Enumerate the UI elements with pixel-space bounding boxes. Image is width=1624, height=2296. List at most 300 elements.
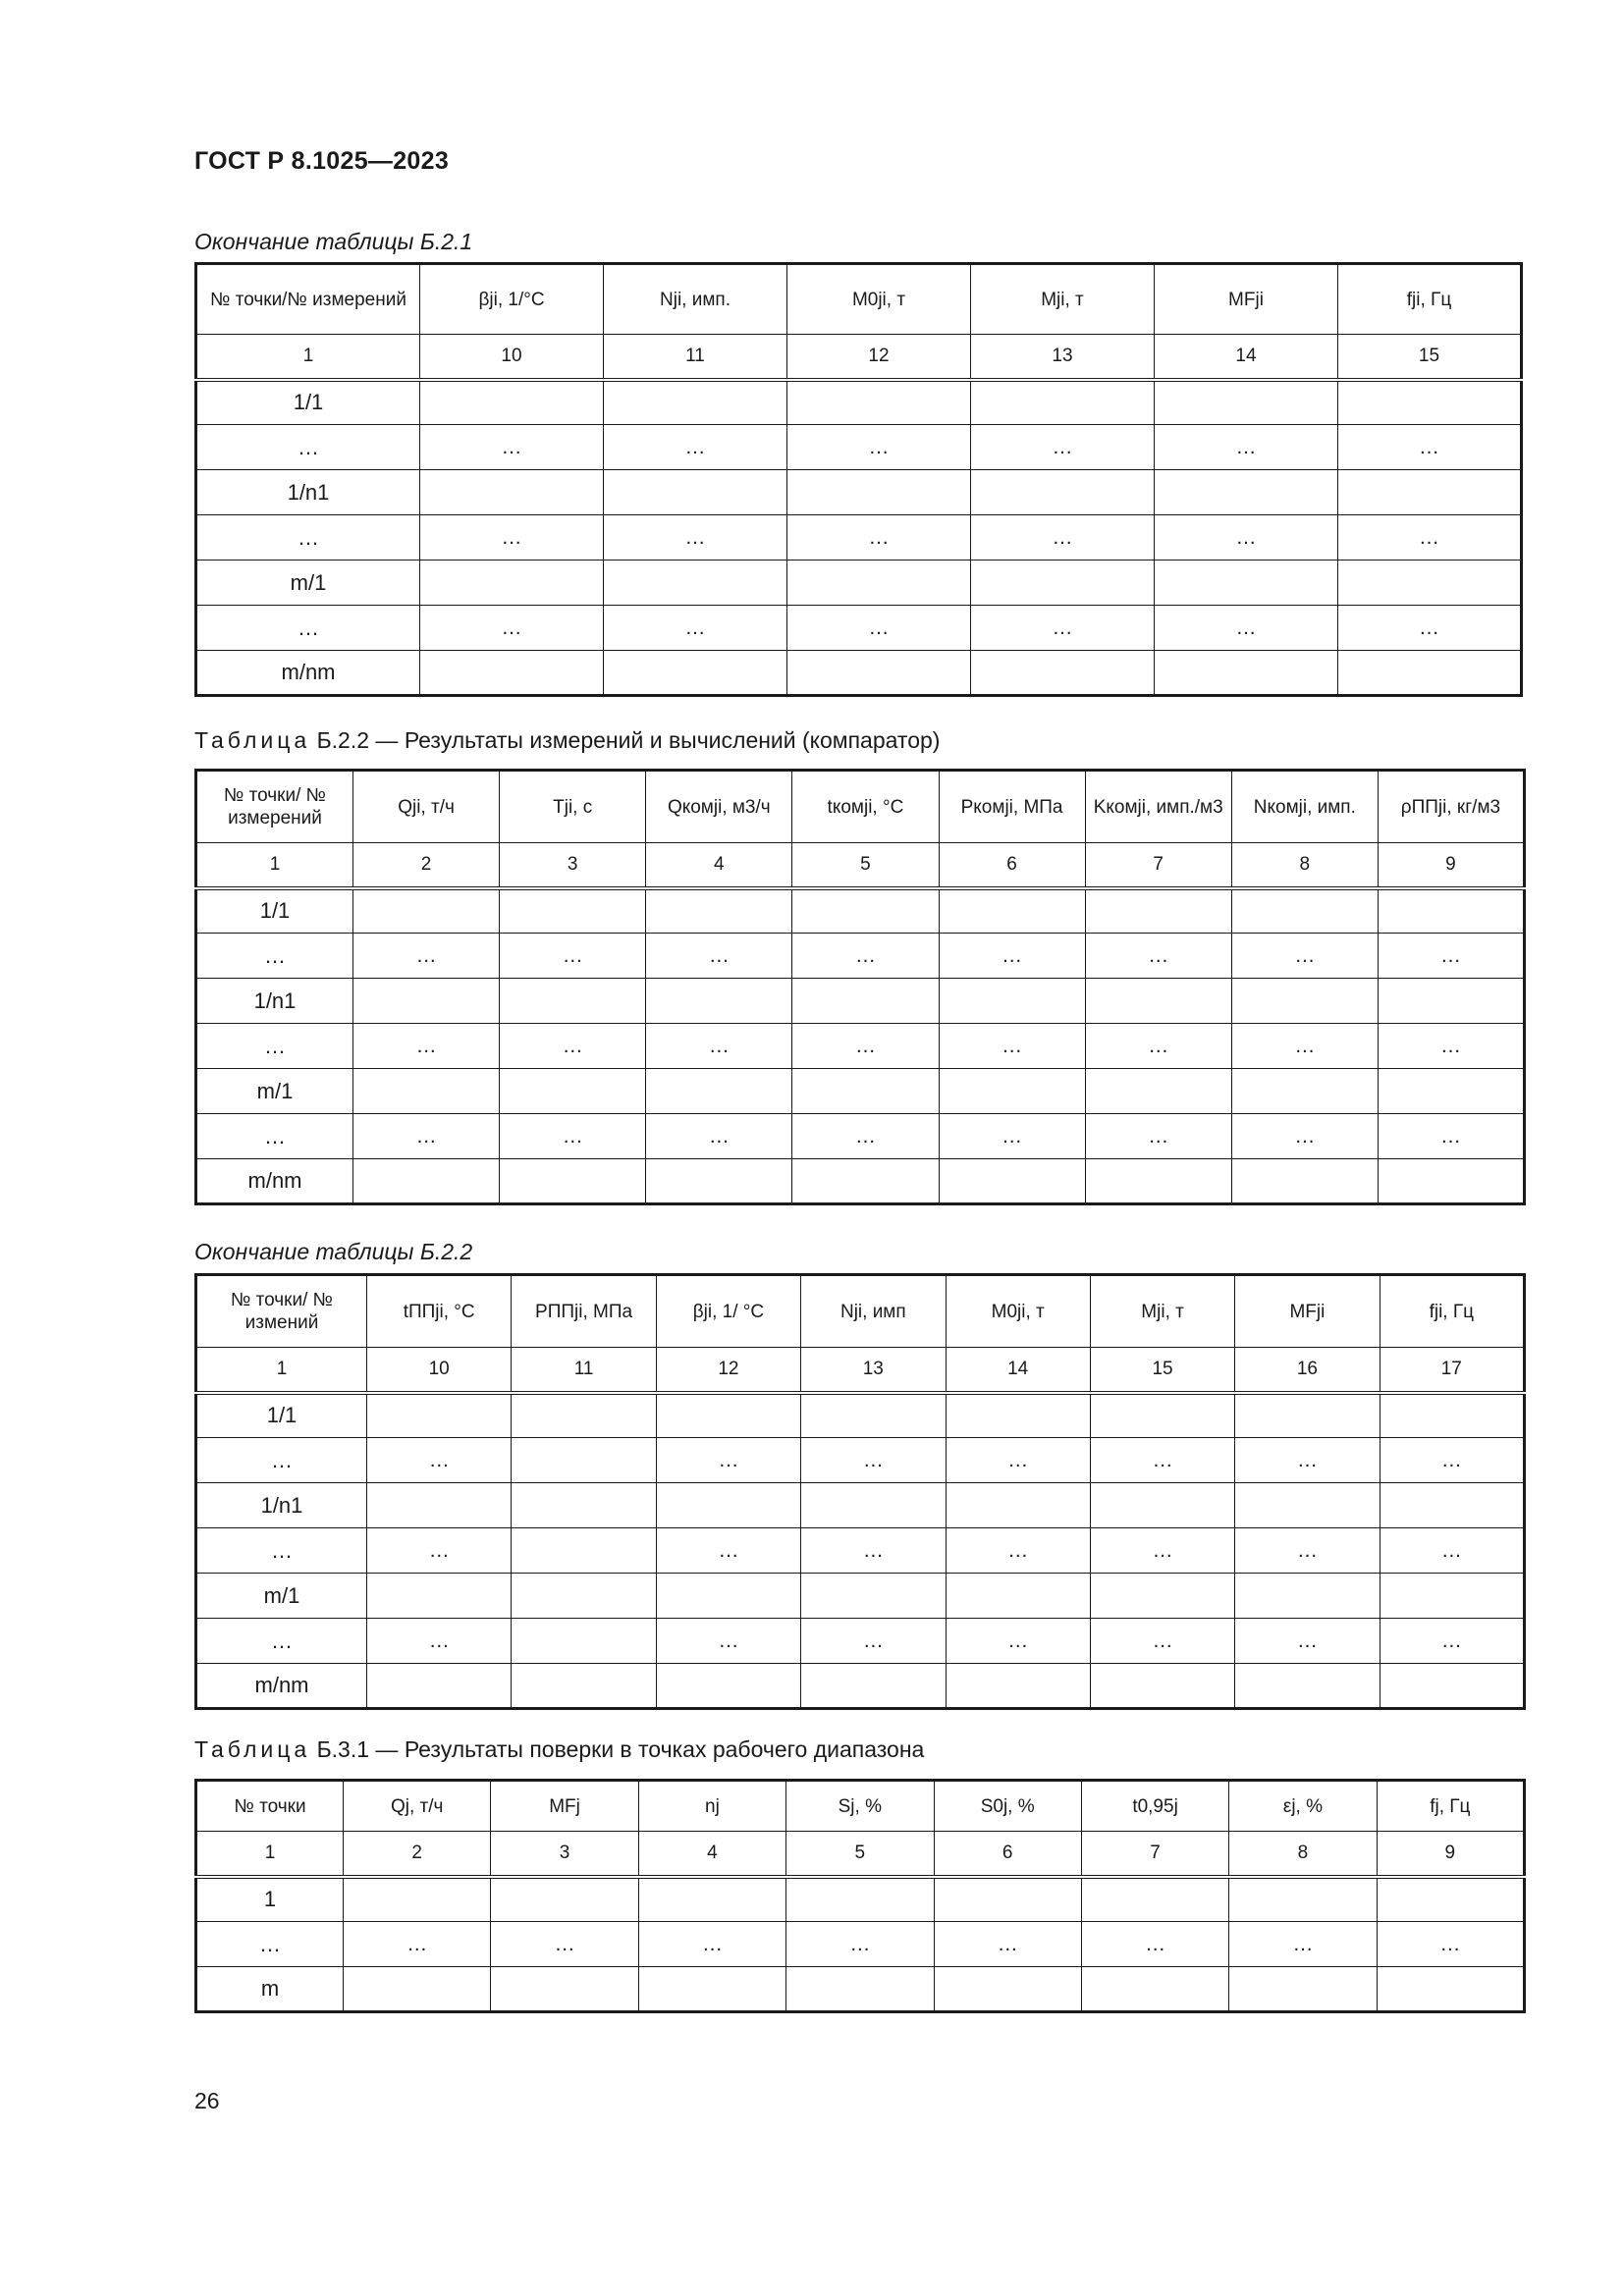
table-cell: …	[196, 1922, 344, 1967]
table-cell: …	[353, 1024, 500, 1069]
table-cell	[1155, 651, 1338, 696]
table-cell	[971, 561, 1155, 606]
table-row	[196, 1114, 1525, 1159]
column-number: 6	[939, 843, 1085, 888]
page-number: 26	[194, 2088, 220, 2113]
table-row	[196, 979, 1525, 1024]
table-cell: …	[1380, 1438, 1524, 1483]
header-symbol: Nji, имп.	[660, 289, 731, 310]
table-cell	[787, 651, 971, 696]
header-symbol: βji, 1/°C	[478, 289, 545, 310]
table-cell	[367, 1574, 512, 1619]
table-cell: …	[801, 1619, 946, 1664]
table-cell	[1338, 651, 1522, 696]
table-cell	[512, 1574, 656, 1619]
header-cell-kkom: Kкомji, имп./м3	[1085, 771, 1231, 843]
table-cell: …	[1377, 1922, 1524, 1967]
table-cell	[1377, 1877, 1524, 1922]
table-b22-continuation-caption: Окончание таблицы Б.2.2	[194, 1239, 473, 1264]
table-cell	[787, 561, 971, 606]
header-cell-ppp: PППji, МПа	[512, 1275, 656, 1348]
table-cell	[792, 888, 939, 934]
header-cell-point: № точки/ № измений	[196, 1275, 367, 1348]
column-number: 2	[353, 843, 500, 888]
table-cell: …	[792, 1114, 939, 1159]
table-b22	[194, 769, 1526, 1205]
column-number-row	[196, 1832, 1525, 1877]
table-cell	[971, 470, 1155, 515]
table-cell	[1155, 470, 1338, 515]
table-cell	[1155, 380, 1338, 425]
table-cell	[934, 1877, 1081, 1922]
table-cell	[646, 1069, 792, 1114]
table-row	[196, 1024, 1525, 1069]
table-cell: …	[353, 934, 500, 979]
header-cell-f: fj, Гц	[1377, 1781, 1524, 1832]
table-cell: …	[196, 1024, 353, 1069]
header-cell-t095: t0,95j	[1081, 1781, 1228, 1832]
table-row	[196, 1877, 1525, 1922]
table-cell: 1/1	[196, 380, 420, 425]
table-cell	[353, 888, 500, 934]
table-cell: …	[420, 515, 604, 561]
table-cell	[512, 1619, 656, 1664]
table-cell	[1378, 888, 1524, 934]
column-number: 9	[1378, 843, 1524, 888]
table-cell: …	[656, 1619, 800, 1664]
table-cell	[792, 979, 939, 1024]
table-row	[196, 1528, 1525, 1574]
table-cell	[367, 1483, 512, 1528]
table-cell	[801, 1574, 946, 1619]
table-cell: m/nm	[196, 651, 420, 696]
table-cell: …	[196, 934, 353, 979]
table-cell: …	[1090, 1438, 1234, 1483]
table-cell	[512, 1664, 656, 1709]
table-cell: …	[786, 1922, 934, 1967]
table-cell: …	[1090, 1619, 1234, 1664]
column-number: 8	[1229, 1832, 1377, 1877]
table-cell	[656, 1483, 800, 1528]
table-row	[196, 515, 1522, 561]
table-cell: …	[1081, 1922, 1228, 1967]
table-row	[196, 888, 1525, 934]
header-cell-mf: MFj	[491, 1781, 638, 1832]
table-cell	[500, 888, 646, 934]
caption-text: Б.2.2 — Результаты измерений и вычислений (компаратор)	[310, 727, 941, 753]
table-row	[196, 1483, 1525, 1528]
column-number: 17	[1380, 1348, 1524, 1393]
table-cell	[792, 1069, 939, 1114]
table-cell	[1338, 470, 1522, 515]
table-cell	[934, 1967, 1081, 2012]
table-cell: …	[367, 1438, 512, 1483]
header-cell-n: Nji, имп	[801, 1275, 946, 1348]
table-cell	[656, 1574, 800, 1619]
table-cell: …	[196, 606, 420, 651]
table-cell: …	[1380, 1528, 1524, 1574]
table-cell	[1231, 1159, 1378, 1204]
table-cell: 1/1	[196, 888, 353, 934]
column-number: 11	[604, 335, 787, 380]
table-cell	[646, 979, 792, 1024]
table-cell	[1338, 561, 1522, 606]
header-cell-epsilon: εj, %	[1229, 1781, 1377, 1832]
header-cell-point: № точки/№ измерений	[196, 264, 420, 335]
table-cell	[420, 651, 604, 696]
table-cell	[1081, 1877, 1228, 1922]
table-cell	[646, 1159, 792, 1204]
table-row	[196, 1967, 1525, 2012]
table-cell: …	[1085, 1024, 1231, 1069]
caption-text: Б.3.1 — Результаты поверки в точках рабочего диапазона	[310, 1736, 925, 1762]
table-b21-continuation-caption: Окончание таблицы Б.2.1	[194, 229, 473, 254]
table-cell	[1231, 979, 1378, 1024]
table-cell: …	[196, 425, 420, 470]
table-cell: …	[656, 1528, 800, 1574]
header-cell-point: № точки/ № измерений	[196, 771, 353, 843]
column-number: 10	[420, 335, 604, 380]
column-number: 10	[367, 1348, 512, 1393]
caption-word-table: Таблица	[194, 727, 311, 753]
header-row	[196, 264, 1522, 335]
column-number: 5	[792, 843, 939, 888]
column-number: 14	[946, 1348, 1090, 1393]
table-b22-caption	[194, 726, 940, 754]
table-cell: …	[971, 425, 1155, 470]
table-cell: …	[787, 425, 971, 470]
table-cell	[1229, 1877, 1377, 1922]
table-cell	[801, 1393, 946, 1438]
header-symbol: MFji	[1228, 289, 1264, 310]
table-cell	[1085, 979, 1231, 1024]
table-cell	[946, 1664, 1090, 1709]
table-row	[196, 1159, 1525, 1204]
table-cell	[1085, 888, 1231, 934]
table-row	[196, 380, 1522, 425]
table-cell: …	[1229, 1922, 1377, 1967]
table-cell: …	[604, 515, 787, 561]
table-cell	[491, 1877, 638, 1922]
table-cell	[420, 561, 604, 606]
header-cell-tpp: tППji, °C	[367, 1275, 512, 1348]
table-cell	[1380, 1574, 1524, 1619]
table-cell	[512, 1483, 656, 1528]
column-number: 1	[196, 1348, 367, 1393]
column-number: 6	[934, 1832, 1081, 1877]
header-cell-n	[604, 264, 787, 335]
table-cell	[946, 1483, 1090, 1528]
table-cell: …	[1155, 425, 1338, 470]
table-row	[196, 651, 1522, 696]
table-cell	[500, 979, 646, 1024]
table-cell: …	[1338, 515, 1522, 561]
table-row	[196, 1922, 1525, 1967]
table-cell	[946, 1393, 1090, 1438]
table-b22-end	[194, 1273, 1526, 1710]
column-number: 1	[196, 843, 353, 888]
table-cell: m/nm	[196, 1664, 367, 1709]
table-cell	[1090, 1393, 1234, 1438]
header-cell-rho: ρППji, кг/м3	[1378, 771, 1524, 843]
header-cell-f	[1338, 264, 1522, 335]
table-cell	[1155, 561, 1338, 606]
table-cell	[1377, 1967, 1524, 2012]
column-number: 4	[646, 843, 792, 888]
column-number: 9	[1377, 1832, 1524, 1877]
table-cell: …	[500, 1024, 646, 1069]
table-cell: 1	[196, 1877, 344, 1922]
header-cell-mf	[1155, 264, 1338, 335]
table-cell: …	[344, 1922, 491, 1967]
table-cell	[1378, 1069, 1524, 1114]
table-cell: …	[604, 425, 787, 470]
header-cell-n: nj	[638, 1781, 785, 1832]
table-cell	[512, 1528, 656, 1574]
column-number: 13	[801, 1348, 946, 1393]
column-number: 1	[196, 1832, 344, 1877]
table-cell	[1380, 1483, 1524, 1528]
table-cell: m/1	[196, 1069, 353, 1114]
table-cell	[638, 1877, 785, 1922]
table-cell	[638, 1967, 785, 2012]
table-cell	[604, 651, 787, 696]
table-cell	[939, 1159, 1085, 1204]
column-number: 5	[786, 1832, 934, 1877]
table-cell: …	[971, 515, 1155, 561]
table-cell	[939, 1069, 1085, 1114]
table-cell	[1090, 1664, 1234, 1709]
table-cell	[946, 1574, 1090, 1619]
table-cell	[1085, 1159, 1231, 1204]
table-cell: …	[656, 1438, 800, 1483]
table-cell: …	[1090, 1528, 1234, 1574]
table-cell	[604, 470, 787, 515]
table-cell: …	[196, 1619, 367, 1664]
table-cell: …	[1085, 934, 1231, 979]
table-cell: 1/1	[196, 1393, 367, 1438]
table-cell: …	[1378, 934, 1524, 979]
table-cell	[500, 1159, 646, 1204]
header-cell-m: Mji, т	[1090, 1275, 1234, 1348]
column-number-row	[196, 335, 1522, 380]
table-cell	[656, 1393, 800, 1438]
table-cell: …	[1378, 1114, 1524, 1159]
header-symbol: fji, Гц	[1406, 289, 1452, 310]
table-cell: …	[500, 934, 646, 979]
table-cell: …	[491, 1922, 638, 1967]
header-cell-beta: βji, 1/ °C	[656, 1275, 800, 1348]
table-cell	[1090, 1574, 1234, 1619]
table-row	[196, 1619, 1525, 1664]
column-number: 7	[1085, 843, 1231, 888]
table-cell	[1380, 1664, 1524, 1709]
table-cell: …	[367, 1528, 512, 1574]
table-cell: …	[939, 934, 1085, 979]
table-cell	[1081, 1967, 1228, 2012]
table-cell: …	[792, 1024, 939, 1069]
table-cell	[787, 380, 971, 425]
table-cell: …	[939, 1024, 1085, 1069]
table-cell	[646, 888, 792, 934]
table-cell: …	[792, 934, 939, 979]
header-cell-t: Tji, с	[500, 771, 646, 843]
table-row	[196, 1069, 1525, 1114]
table-cell	[1378, 979, 1524, 1024]
table-cell: …	[946, 1528, 1090, 1574]
table-cell: …	[367, 1619, 512, 1664]
column-number: 8	[1231, 843, 1378, 888]
table-cell	[500, 1069, 646, 1114]
table-cell	[344, 1877, 491, 1922]
table-cell	[939, 888, 1085, 934]
column-number: 12	[787, 335, 971, 380]
column-number: 3	[500, 843, 646, 888]
table-cell	[1338, 380, 1522, 425]
column-number: 12	[656, 1348, 800, 1393]
header-cell-pkom: Pкомji, МПа	[939, 771, 1085, 843]
table-cell: 1/n1	[196, 979, 353, 1024]
table-cell: …	[971, 606, 1155, 651]
table-cell: 1/n1	[196, 1483, 367, 1528]
table-cell: …	[946, 1438, 1090, 1483]
header-cell-q: Qji, т/ч	[353, 771, 500, 843]
column-number-row	[196, 1348, 1525, 1393]
column-number: 13	[971, 335, 1155, 380]
table-cell: …	[946, 1619, 1090, 1664]
column-number: 3	[491, 1832, 638, 1877]
table-cell	[792, 1159, 939, 1204]
table-cell	[1380, 1393, 1524, 1438]
header-cell-mf: MFji	[1235, 1275, 1380, 1348]
table-row	[196, 470, 1522, 515]
table-cell: …	[1378, 1024, 1524, 1069]
column-number: 1	[196, 335, 420, 380]
table-cell: …	[1235, 1619, 1380, 1664]
column-number: 11	[512, 1348, 656, 1393]
table-cell	[1235, 1574, 1380, 1619]
table-cell	[786, 1967, 934, 2012]
table-cell	[353, 1069, 500, 1114]
table-cell: …	[420, 425, 604, 470]
table-cell	[344, 1967, 491, 2012]
table-cell: …	[1231, 1024, 1378, 1069]
table-cell: …	[1231, 1114, 1378, 1159]
table-row	[196, 425, 1522, 470]
header-row	[196, 771, 1525, 843]
table-cell	[971, 651, 1155, 696]
table-cell: 1/n1	[196, 470, 420, 515]
column-number: 4	[638, 1832, 785, 1877]
table-row	[196, 1438, 1525, 1483]
table-cell	[1231, 1069, 1378, 1114]
table-cell	[1378, 1159, 1524, 1204]
table-cell	[786, 1877, 934, 1922]
table-cell: …	[646, 1024, 792, 1069]
table-cell: m	[196, 1967, 344, 2012]
table-cell: …	[1235, 1528, 1380, 1574]
table-cell	[801, 1664, 946, 1709]
header-cell-point: № точки	[196, 1781, 344, 1832]
document-designation: ГОСТ Р 8.1025—2023	[194, 147, 450, 175]
table-cell: …	[801, 1438, 946, 1483]
header-cell-q: Qj, т/ч	[344, 1781, 491, 1832]
table-row	[196, 606, 1522, 651]
table-cell	[491, 1967, 638, 2012]
header-row	[196, 1275, 1525, 1348]
table-cell: …	[1338, 606, 1522, 651]
table-cell: …	[1231, 934, 1378, 979]
header-cell-f: fji, Гц	[1380, 1275, 1524, 1348]
table-cell: …	[1380, 1619, 1524, 1664]
table-b31-caption	[194, 1735, 924, 1763]
table-cell: …	[500, 1114, 646, 1159]
table-cell: …	[196, 515, 420, 561]
table-cell	[1235, 1393, 1380, 1438]
table-cell: …	[1085, 1114, 1231, 1159]
table-cell	[1235, 1483, 1380, 1528]
table-cell: m/1	[196, 561, 420, 606]
header-symbol: M0ji, т	[851, 289, 906, 310]
table-cell: …	[196, 1438, 367, 1483]
table-cell	[1231, 888, 1378, 934]
table-cell	[512, 1393, 656, 1438]
table-cell	[512, 1438, 656, 1483]
table-cell: …	[801, 1528, 946, 1574]
header-cell-m	[971, 264, 1155, 335]
table-cell	[1229, 1967, 1377, 2012]
table-cell	[939, 979, 1085, 1024]
table-row	[196, 1574, 1525, 1619]
table-cell	[353, 979, 500, 1024]
header-cell-beta	[420, 264, 604, 335]
header-cell-tkom: tкомji, °C	[792, 771, 939, 843]
table-cell	[604, 561, 787, 606]
table-cell	[604, 380, 787, 425]
table-row	[196, 1664, 1525, 1709]
table-cell	[367, 1664, 512, 1709]
column-number-row	[196, 843, 1525, 888]
column-number: 15	[1338, 335, 1522, 380]
header-cell-m0: M0ji, т	[946, 1275, 1090, 1348]
table-cell	[420, 470, 604, 515]
caption-word-table: Таблица	[194, 1736, 311, 1762]
table-row	[196, 1393, 1525, 1438]
header-cell-s: Sj, %	[786, 1781, 934, 1832]
table-cell	[1235, 1664, 1380, 1709]
table-cell: …	[934, 1922, 1081, 1967]
column-number: 16	[1235, 1348, 1380, 1393]
table-cell: …	[638, 1922, 785, 1967]
table-cell: …	[353, 1114, 500, 1159]
table-cell: …	[1235, 1438, 1380, 1483]
header-cell-qkom: Qкомji, м3/ч	[646, 771, 792, 843]
table-b31	[194, 1779, 1526, 2013]
table-cell: …	[1338, 425, 1522, 470]
table-cell	[367, 1393, 512, 1438]
column-number: 14	[1155, 335, 1338, 380]
table-cell: …	[604, 606, 787, 651]
header-cell-m0	[787, 264, 971, 335]
header-cell-s0: S0j, %	[934, 1781, 1081, 1832]
table-b21-end	[194, 262, 1523, 697]
table-cell: …	[420, 606, 604, 651]
table-cell: …	[787, 606, 971, 651]
table-cell	[801, 1483, 946, 1528]
column-number: 2	[344, 1832, 491, 1877]
table-cell	[656, 1664, 800, 1709]
table-cell	[1090, 1483, 1234, 1528]
